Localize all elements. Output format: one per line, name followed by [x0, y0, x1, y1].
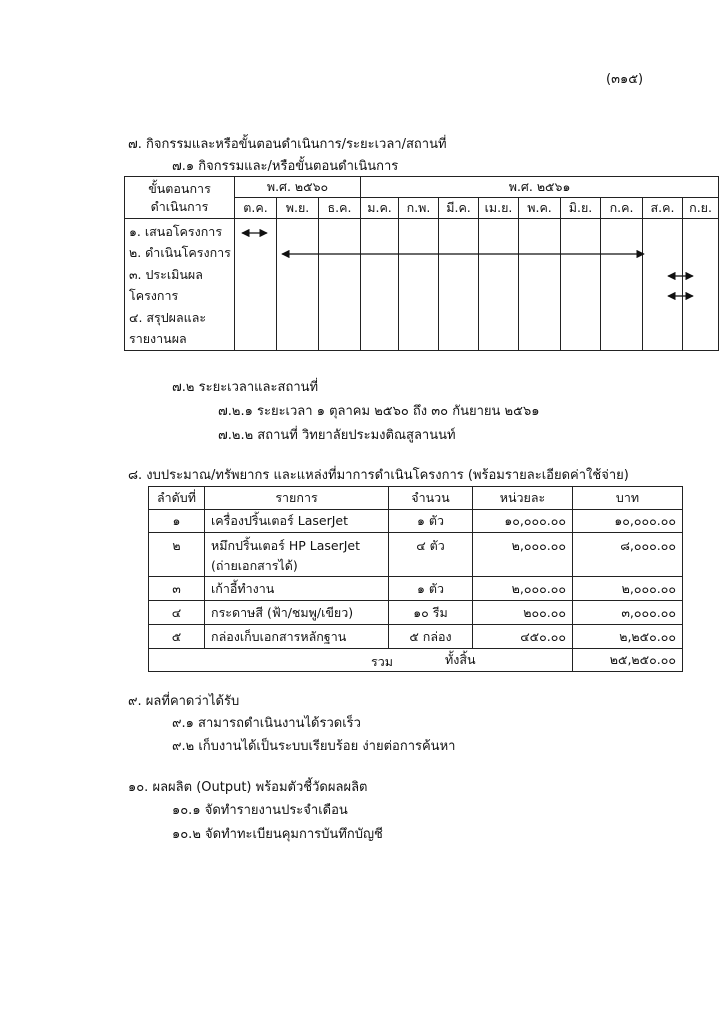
section-10-item-2: ๑๐.๒ จัดทำทะเบียนคุมการบันทึกบัญชี — [172, 827, 383, 842]
schedule-header-steps — [125, 177, 235, 219]
section-9-item-2: ๙.๒ เก็บงานได้เป็นระบบเรียบร้อย ง่ายต่อการค้นหา — [172, 739, 456, 754]
row-unit-price: ๒,๐๐๐.๐๐ — [473, 577, 573, 601]
row-no: ๕ — [149, 625, 205, 649]
month-cell — [439, 219, 479, 351]
budget-col-header: รายการ — [205, 487, 389, 510]
month-header: เม.ย. — [479, 198, 519, 219]
month-cell — [561, 219, 601, 351]
section-7-2-heading: ๗.๒ ระยะเวลาและสถานที่ — [172, 380, 319, 395]
row-no: ๔ — [149, 601, 205, 625]
month-cell — [601, 219, 643, 351]
month-cell — [361, 219, 399, 351]
budget-col-header: หน่วยละ — [473, 487, 573, 510]
month-cell — [683, 219, 719, 351]
month-header: ก.ค. — [601, 198, 643, 219]
month-header: พ.ค. — [519, 198, 561, 219]
total-label-sum: รวม — [371, 654, 393, 669]
grand-total-label — [149, 649, 573, 672]
row-item: หมึกปริ้นเตอร์ HP LaserJet — [211, 538, 360, 553]
month-cell — [479, 219, 519, 351]
row-qty: ๔ ตัว — [389, 533, 473, 577]
total-label-all: ทั้งสิ้น — [445, 652, 476, 667]
row-total: ๘,๐๐๐.๐๐ — [573, 533, 683, 577]
table-row — [149, 625, 683, 649]
month-cell — [399, 219, 439, 351]
row-unit-price: ๒,๐๐๐.๐๐ — [473, 533, 573, 577]
row-qty: ๑ ตัว — [389, 510, 473, 533]
month-cell — [319, 219, 361, 351]
row-total: ๓,๐๐๐.๐๐ — [573, 601, 683, 625]
table-row — [149, 601, 683, 625]
budget-col-header: บาท — [573, 487, 683, 510]
activity-line: ๒. ดำเนินโครงการ — [129, 245, 231, 261]
row-item: เก้าอี้ทำงาน — [205, 577, 389, 601]
section-7-2-1-duration: ๗.๒.๑ ระยะเวลา ๑ ตุลาคม ๒๕๖๐ ถึง ๓๐ กันยายน ๒๕๖๑ — [218, 404, 540, 419]
month-header: ม.ค. — [361, 198, 399, 219]
row-item: เครื่องปริ้นเตอร์ LaserJet — [205, 510, 389, 533]
activity-line: ๑. เสนอโครงการ — [129, 224, 223, 239]
month-header: ต.ค. — [235, 198, 277, 219]
month-cell — [519, 219, 561, 351]
section-7-1-heading: ๗.๑ กิจกรรมและ/หรือขั้นตอนดำเนินการ — [172, 159, 399, 174]
row-unit-price: ๑๐,๐๐๐.๐๐ — [473, 510, 573, 533]
year-2560: พ.ศ. ๒๕๖๐ — [235, 177, 361, 198]
activity-line: ๔. สรุปผลและ — [129, 309, 207, 325]
month-header: มิ.ย. — [561, 198, 601, 219]
schedule-table — [124, 176, 719, 351]
schedule-header-line: ดำเนินการ — [150, 198, 209, 214]
month-header: ก.ย. — [683, 198, 719, 219]
section-7-heading: ๗. กิจกรรมและหรือขั้นตอนดำเนินการ/ระยะเวลา/สถานที่ — [128, 137, 447, 152]
table-row — [149, 533, 683, 577]
month-header: มี.ค. — [439, 198, 479, 219]
row-item-cell — [205, 533, 389, 577]
year-2561: พ.ศ. ๒๕๖๑ — [361, 177, 719, 198]
month-header: ส.ค. — [643, 198, 683, 219]
section-10-heading: ๑๐. ผลผลิต (Output) พร้อมตัวชี้วัดผลผลิต — [128, 780, 368, 795]
activity-line: รายงานผล — [129, 330, 187, 346]
section-9-heading: ๙. ผลที่คาดว่าได้รับ — [128, 694, 240, 709]
row-item: กระดาษสี (ฟ้า/ชมพู/เขียว) — [205, 601, 389, 625]
activity-line: โครงการ — [129, 288, 179, 304]
schedule-header-line: ขั้นตอนการ — [148, 180, 211, 196]
row-qty: ๑๐ รีม — [389, 601, 473, 625]
row-no: ๒ — [149, 533, 205, 577]
row-total: ๒,๒๕๐.๐๐ — [573, 625, 683, 649]
grand-total-row — [149, 649, 683, 672]
row-item: กล่องเก็บเอกสารหลักฐาน — [205, 625, 389, 649]
page-number: (๓๑๕) — [606, 72, 644, 87]
table-row — [149, 577, 683, 601]
row-total: ๑๐,๐๐๐.๐๐ — [573, 510, 683, 533]
row-unit-price: ๔๕๐.๐๐ — [473, 625, 573, 649]
section-9-item-1: ๙.๑ สามารถดำเนินงานได้รวดเร็ว — [172, 716, 361, 731]
row-total: ๒,๐๐๐.๐๐ — [573, 577, 683, 601]
row-qty: ๕ กล่อง — [389, 625, 473, 649]
grand-total-value: ๒๕,๒๕๐.๐๐ — [573, 649, 683, 672]
section-7-2-2-location: ๗.๒.๒ สถานที่ วิทยาลัยประมงติณสูลานนท์ — [218, 428, 456, 443]
row-no: ๓ — [149, 577, 205, 601]
activity-line: ๓. ประเมินผล — [129, 266, 203, 282]
row-no: ๑ — [149, 510, 205, 533]
activity-cell — [125, 219, 235, 351]
section-8-heading: ๘. งบประมาณ/ทรัพยากร และแหล่งที่มาการดำเนินโครงการ (พร้อมรายละเอียดค่าใช้จ่าย) — [128, 468, 629, 483]
row-unit-price: ๒๐๐.๐๐ — [473, 601, 573, 625]
budget-table — [148, 486, 683, 672]
section-10-item-1: ๑๐.๑ จัดทำรายงานประจำเดือน — [172, 803, 348, 818]
row-qty: ๑ ตัว — [389, 577, 473, 601]
month-header: พ.ย. — [277, 198, 319, 219]
month-cell — [235, 219, 277, 351]
budget-col-header: ลำดับที่ — [149, 487, 205, 510]
table-row — [149, 510, 683, 533]
month-header: ก.พ. — [399, 198, 439, 219]
row-item-note: (ถ่ายเอกสารได้) — [211, 558, 298, 573]
month-header: ธ.ค. — [319, 198, 361, 219]
budget-col-header: จำนวน — [389, 487, 473, 510]
month-cell — [277, 219, 319, 351]
month-cell — [643, 219, 683, 351]
